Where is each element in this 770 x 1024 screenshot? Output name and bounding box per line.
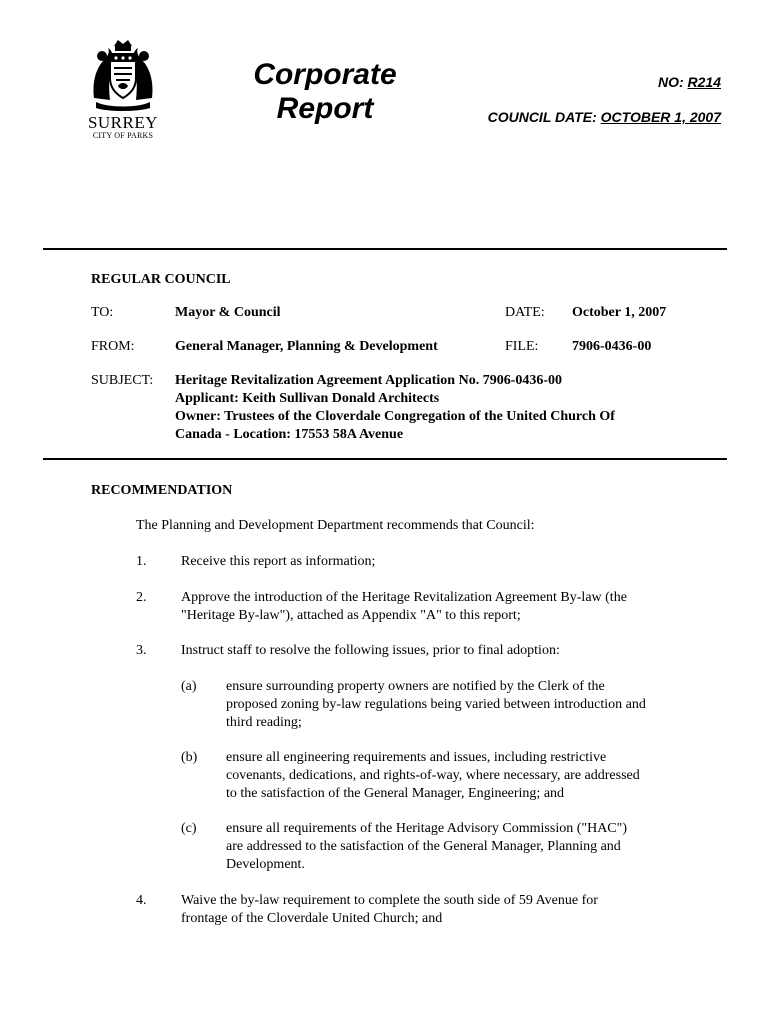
subitem-letter: (c) <box>181 821 197 836</box>
subitem-line: ensure surrounding property owners are notified by the Clerk of the <box>226 679 605 694</box>
report-number <box>658 74 721 90</box>
subject-label: SUBJECT: <box>91 373 154 388</box>
report-title <box>236 58 414 126</box>
subitem-text <box>226 678 706 732</box>
item-line: Approve the introduction of the Heritage Revitalization Agreement By-law (the <box>181 590 627 605</box>
surrey-logo <box>82 38 164 148</box>
subitem-letter: (a) <box>181 679 197 694</box>
memo-divider <box>43 458 727 460</box>
item-number: 1. <box>136 554 147 569</box>
item-text <box>181 553 701 571</box>
item-text <box>181 642 701 660</box>
item-number: 3. <box>136 643 147 658</box>
subitem-line: third reading; <box>226 715 302 730</box>
file-label: FILE: <box>505 339 539 354</box>
date-label: DATE: <box>505 305 545 320</box>
item-text <box>181 892 701 928</box>
from-value: General Manager, Planning & Development <box>175 339 438 354</box>
council-date <box>488 109 721 125</box>
recommendation-intro: The Planning and Development Department recommends that Council: <box>136 518 535 533</box>
meeting-type: REGULAR COUNCIL <box>91 272 231 287</box>
report-title-line1: Corporate <box>253 58 397 91</box>
subject-line: Canada - Location: 17553 58A Avenue <box>175 427 404 442</box>
item-line: "Heritage By-law"), attached as Appendix "A" to this report; <box>181 608 521 623</box>
subitem-line: to the satisfaction of the General Manager, Engineering; and <box>226 786 565 801</box>
logo-tagline: CITY OF PARKS <box>92 131 154 140</box>
subject-line: Heritage Revitalization Agreement Application No. 7906-0436-00 <box>175 373 563 388</box>
council-date-value: OCTOBER 1, 2007 <box>600 109 721 125</box>
report-number-value: R214 <box>687 74 721 90</box>
report-number-label: NO: <box>657 74 684 90</box>
council-date-label: COUNCIL DATE: <box>487 109 597 125</box>
item-line: Instruct staff to resolve the following issues, prior to final adoption: <box>181 643 560 658</box>
report-title-line2: Report <box>276 92 374 125</box>
subitem-line: proposed zoning by-law regulations being varied between introduction and <box>226 697 646 712</box>
subitem-line: ensure all engineering requirements and issues, including restrictive <box>226 750 607 765</box>
subject-text <box>175 372 695 444</box>
subitem-line: covenants, dedications, and rights-of-way, where necessary, are addressed <box>226 768 640 783</box>
subitem-letter: (b) <box>181 750 198 765</box>
file-value: 7906-0436-00 <box>572 339 652 354</box>
item-line: frontage of the Cloverdale United Church; and <box>181 911 443 926</box>
recommendation-heading: RECOMMENDATION <box>91 483 233 498</box>
to-value: Mayor & Council <box>175 305 281 320</box>
logo-name: SURREY <box>87 113 159 132</box>
to-label: TO: <box>91 305 114 320</box>
date-value: October 1, 2007 <box>572 305 667 320</box>
subitem-text <box>226 820 706 874</box>
header-divider <box>43 248 727 250</box>
subitem-line: Development. <box>226 857 305 872</box>
subitem-line: ensure all requirements of the Heritage Advisory Commission ("HAC") <box>226 821 628 836</box>
subject-line: Applicant: Keith Sullivan Donald Architects <box>175 391 440 406</box>
item-line: Waive the by-law requirement to complete the south side of 59 Avenue for <box>181 893 598 908</box>
from-label: FROM: <box>91 339 135 354</box>
subitem-line: are addressed to the satisfaction of the General Manager, Planning and <box>226 839 621 854</box>
subject-line: Owner: Trustees of the Cloverdale Congregation of the United Church Of <box>175 409 615 424</box>
item-number: 2. <box>136 590 147 605</box>
item-number: 4. <box>136 893 147 908</box>
coat-of-arms-icon <box>90 38 156 112</box>
item-line: Receive this report as information; <box>181 554 376 569</box>
item-text <box>181 589 701 625</box>
subitem-text <box>226 749 706 803</box>
